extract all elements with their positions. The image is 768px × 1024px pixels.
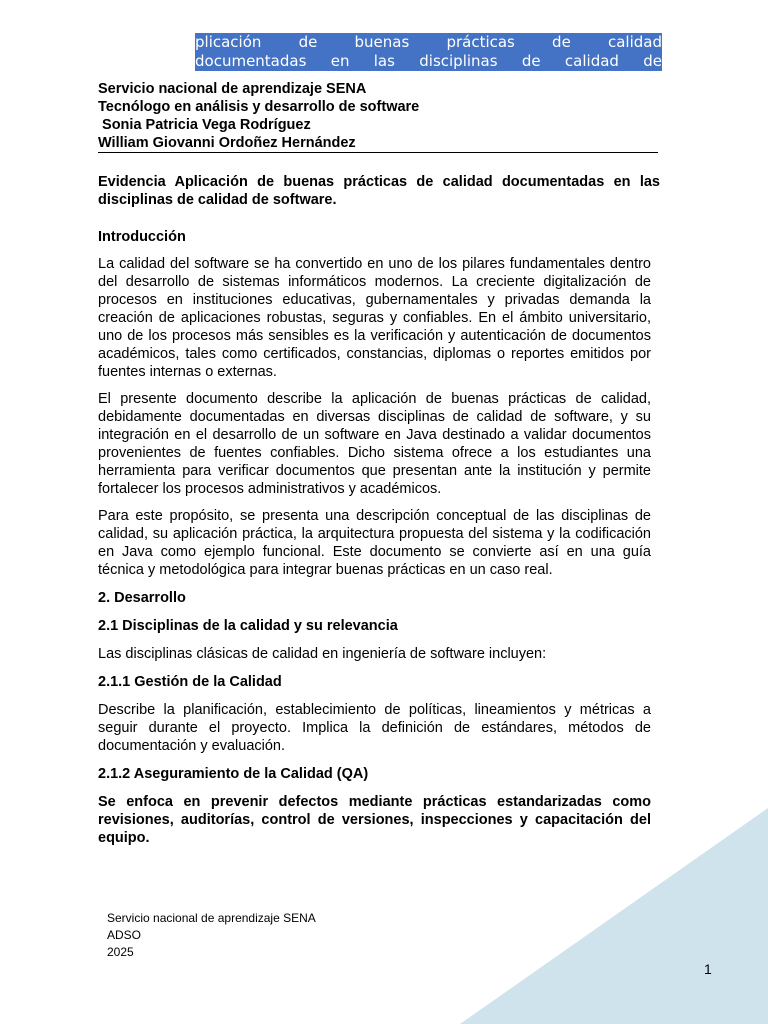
- page-number: 1: [704, 961, 712, 977]
- intro-paragraph: La calidad del software se ha convertido en uno de los pilares fundamentales dentro del desarrollo de sistemas informáticos modernos. La creciente digitalización de procesos en instituciones educativas, gubernamentales y privadas demanda la creación de aplicaciones robustas, seguras y confiables. En el ámbito universitario, uno de los procesos más sensibles es la verificación y autenticación de documentos académicos, tales como certificados, constancias, diplomas o reportes emitidos por fuentes internas o externas.: [98, 256, 651, 380]
- footer-program: ADSO: [107, 928, 142, 942]
- institution-name: Servicio nacional de aprendizaje SENA: [98, 81, 367, 97]
- author-name: Sonia Patricia Vega Rodríguez: [98, 117, 311, 133]
- program-name: Tecnólogo en análisis y desarrollo de software: [98, 99, 420, 115]
- intro-paragraph: Para este propósito, se presenta una descripción conceptual de las disciplinas de calidad, su aplicación práctica, la arquitectura propuesta del sistema y la codificación en Java como ejemplo funcional. Este documento se convierte así en una guía técnica y metodológica para integrar buenas prácticas en un caso real.: [98, 508, 651, 578]
- title-banner: [195, 33, 662, 71]
- document-header: [98, 80, 658, 153]
- footer-institution: Servicio nacional de aprendizaje SENA: [107, 911, 316, 925]
- section-heading: 2. Desarrollo: [98, 590, 186, 606]
- title-banner-line-1: plicación de buenas prácticas de calidad: [195, 33, 662, 51]
- title-banner-line-2: documentadas en las disciplinas de calidad de: [195, 52, 662, 70]
- section-paragraph: Se enfoca en prevenir defectos mediante prácticas estandarizadas como revisiones, auditorías, control de versiones, inspecciones y capacitación del equipo.: [98, 794, 651, 846]
- document-body: [98, 173, 660, 847]
- page-footer: [107, 910, 316, 961]
- evidence-title: Evidencia Aplicación de buenas prácticas de calidad documentadas en las disciplinas de calidad de software.: [98, 174, 660, 208]
- author-name: William Giovanni Ordoñez Hernández: [98, 134, 658, 153]
- section-heading: 2.1.1 Gestión de la Calidad: [98, 674, 282, 690]
- section-heading: 2.1.2 Aseguramiento de la Calidad (QA): [98, 766, 369, 782]
- intro-paragraph: El presente documento describe la aplicación de buenas prácticas de calidad, debidamente documentadas en diversas disciplinas de calidad de software, y su integración en el desarrollo de un software en Java destinado a validar documentos provenientes de fuentes confiables. Dicho sistema ofrece a los estudiantes una herramienta para verificar documentos que presentan ante la institución y permite fortalecer los procesos administrativos y académicos.: [98, 391, 651, 497]
- section-heading: 2.1 Disciplinas de la calidad y su relevancia: [98, 618, 398, 634]
- section-paragraph: Describe la planificación, establecimiento de políticas, lineamientos y métricas a seguir durante el proyecto. Implica la definición de estándares, métodos de documentación y evaluación.: [98, 702, 651, 754]
- intro-heading: Introducción: [98, 229, 186, 245]
- footer-year: 2025: [107, 945, 134, 959]
- section-paragraph: Las disciplinas clásicas de calidad en ingeniería de software incluyen:: [98, 646, 547, 662]
